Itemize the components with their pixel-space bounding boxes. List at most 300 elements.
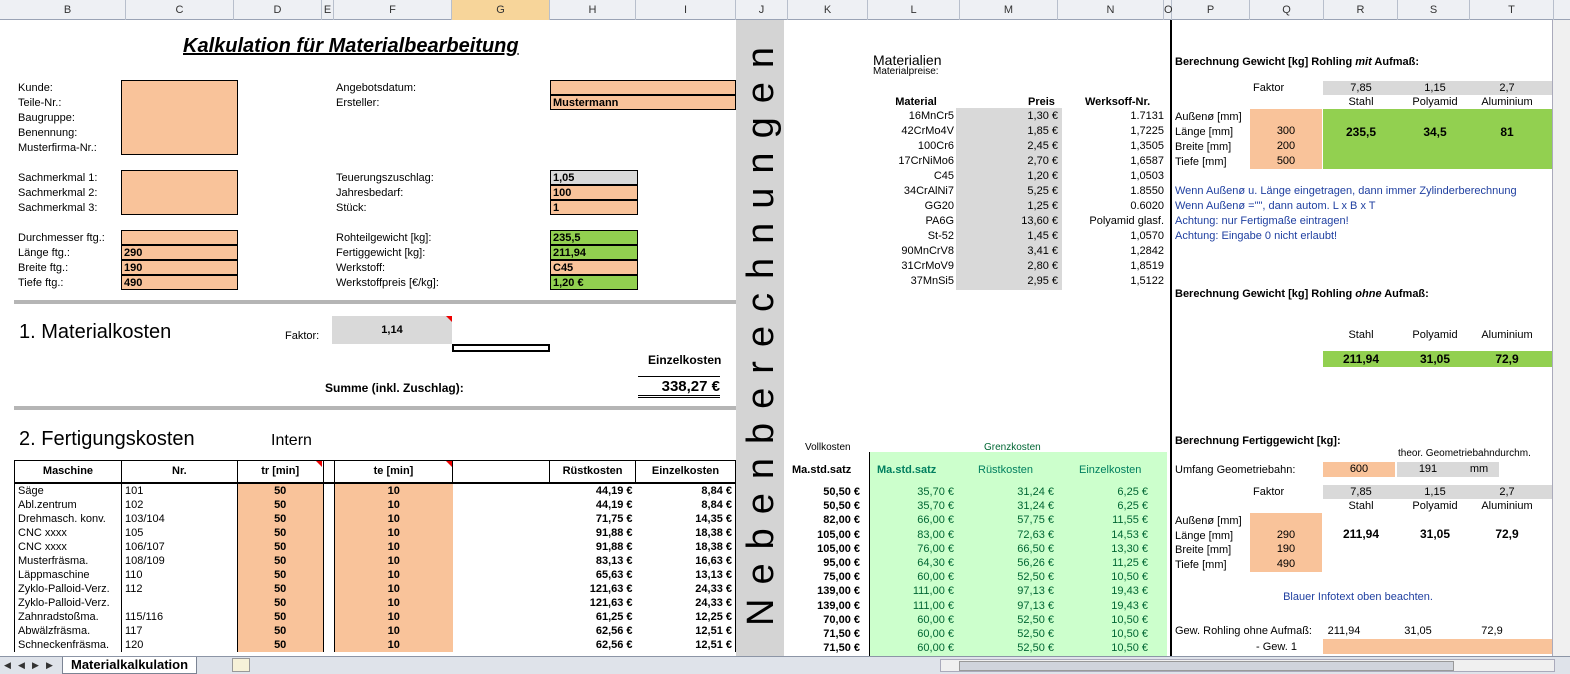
- right-divider: [1170, 20, 1172, 656]
- material-number: Polyamid glasf.: [1089, 215, 1164, 227]
- gew-value: 211,94: [1327, 625, 1361, 637]
- gew1-label: - Gew. 1: [1256, 641, 1297, 653]
- machine-cell-_g: [453, 582, 550, 596]
- machine-cell-tr[interactable]: 50: [237, 498, 323, 512]
- material-number: 1,5122: [1130, 275, 1164, 287]
- materialkosten-heading: 1. Materialkosten: [19, 321, 172, 343]
- machine-cell-te[interactable]: 10: [334, 498, 453, 512]
- grenz-einzel: 6,25 €: [1117, 500, 1148, 513]
- last-sheet-icon[interactable]: ▶: [46, 660, 53, 670]
- material-header: Aluminium: [1481, 329, 1533, 341]
- machine-cell-te[interactable]: 10: [334, 526, 453, 540]
- machine-cell-name: Zyklo-Palloid-Verz.: [15, 596, 122, 610]
- faktor-value: 7,85: [1350, 82, 1372, 94]
- weight-mit-title: Berechnung Gewicht [kg] Rohling mit Aufmaß:: [1175, 56, 1420, 68]
- dimension-label: Länge ftg.:: [18, 247, 70, 259]
- faktor-value: 1,15: [1424, 82, 1446, 94]
- column-header-g[interactable]: G: [452, 0, 550, 20]
- grenzkosten-label: Grenzkosten: [984, 442, 1041, 453]
- machine-cell-rk: 44,19 €: [595, 484, 633, 497]
- material-price[interactable]: 13,60 €: [1021, 215, 1058, 227]
- angebotsdatum-input[interactable]: [550, 80, 736, 95]
- einzelkosten-label: Einzelkosten: [648, 353, 722, 367]
- machine-cell-rk: 91,88 €: [595, 540, 633, 553]
- material-price[interactable]: 1,25 €: [1027, 200, 1058, 212]
- material-price[interactable]: 1,45 €: [1027, 230, 1058, 242]
- machine-cell-rk: 91,88 €: [595, 526, 633, 539]
- column-header-j[interactable]: J: [736, 0, 788, 20]
- material-name: 34CrAlNi7: [903, 185, 954, 197]
- column-header-d[interactable]: D: [234, 0, 322, 20]
- faktor-value: 2,7: [1499, 486, 1515, 498]
- grenz-ruest: 31,24 €: [1017, 486, 1054, 498]
- dimension-input[interactable]: [121, 230, 238, 245]
- weight-label: Werkstoffpreis [€/kg]:: [336, 277, 439, 289]
- weight-label: Werkstoff:: [336, 262, 386, 274]
- dimension-label: Außenø [mm]: [1175, 111, 1242, 123]
- column-header-r[interactable]: R: [1324, 0, 1398, 20]
- weight-value: 1,20 €: [550, 275, 638, 290]
- machine-row: [15, 498, 736, 512]
- dimension-input[interactable]: 500: [1250, 154, 1322, 169]
- machine-cell-te[interactable]: 10: [334, 483, 453, 498]
- machine-cell-name: Zyklo-Palloid-Verz.: [15, 582, 122, 596]
- material-header: Polyamid: [1412, 500, 1458, 512]
- machine-cell-ek: 8,84 €: [636, 483, 736, 498]
- grenz-ruest: 72,63 €: [1017, 528, 1054, 541]
- machine-cell-_: [323, 554, 334, 568]
- dimension-label: Außenø [mm]: [1175, 515, 1242, 527]
- grenz-rate: 111,00 €: [912, 599, 954, 612]
- machine-cell-tr[interactable]: 50: [237, 638, 323, 652]
- comment-marker: [446, 461, 452, 467]
- weight-result: 72,9: [1495, 352, 1519, 366]
- machine-cell-rk: 65,63 €: [595, 568, 633, 581]
- prev-sheet-icon[interactable]: ◀: [18, 660, 25, 670]
- tab-materialkalkulation[interactable]: Materialkalkulation: [62, 657, 197, 674]
- weight-value: 211,94: [550, 245, 638, 260]
- grenz-ruest: 52,50 €: [1017, 571, 1054, 584]
- machine-row: [15, 483, 736, 498]
- dimension-input[interactable]: [1250, 109, 1322, 124]
- dimension-input[interactable]: 490: [121, 275, 238, 290]
- machine-cell-_g: [453, 596, 550, 610]
- grenz-ruest: 52,50 €: [1017, 628, 1054, 640]
- material-name: PA6G: [925, 215, 954, 227]
- machine-cell-tr[interactable]: 50: [237, 596, 323, 610]
- vollkosten-rate: 95,00 €: [823, 557, 860, 569]
- grenz-einzel: 10,50 €: [1111, 571, 1148, 584]
- selected-cell[interactable]: [452, 344, 550, 352]
- column-header-m[interactable]: M: [960, 0, 1058, 20]
- umfang-label: Umfang Geometriebahn:: [1175, 464, 1296, 476]
- machine-cell-tr[interactable]: 50: [237, 582, 323, 596]
- dimension-input[interactable]: 290: [1250, 528, 1322, 543]
- horizontal-scroll-thumb[interactable]: [959, 661, 1454, 671]
- col-te: te [min]: [334, 461, 453, 483]
- material-price[interactable]: 2,80 €: [1027, 260, 1058, 272]
- machine-cell-nr: 117: [121, 624, 237, 638]
- gew-rohling-label: Gew. Rohling ohne Aufmaß:: [1175, 625, 1312, 637]
- weight-result: 235,5: [1345, 125, 1377, 139]
- summe-label: Summe (inkl. Zuschlag):: [325, 381, 464, 395]
- dimension-input[interactable]: 190: [1250, 542, 1322, 557]
- param-label: Teuerungszuschlag:: [336, 172, 434, 184]
- machine-cell-_: [323, 498, 334, 512]
- machine-cell-_: [323, 596, 334, 610]
- machine-cell-te[interactable]: 10: [334, 624, 453, 638]
- machine-cell-tr[interactable]: 50: [237, 554, 323, 568]
- fertiggewicht-title: Berechnung Fertiggewicht [kg]:: [1175, 435, 1341, 447]
- fertigungskosten-heading: 2. Fertigungskosten: [19, 428, 195, 450]
- machine-cell-ek: 18,38 €: [636, 540, 736, 554]
- grenz-rate: 60,00 €: [917, 628, 954, 640]
- machine-cell-name: Abl.zentrum: [15, 498, 122, 512]
- unit-label: mm: [1459, 462, 1499, 477]
- angebotsdatum-label: Angebotsdatum:: [336, 82, 417, 94]
- grenz-rate: 66,00 €: [917, 514, 954, 527]
- grenz-rate: 60,00 €: [917, 571, 954, 584]
- faktor-label: Faktor: [1253, 486, 1285, 498]
- weight-result: 34,5: [1423, 125, 1447, 139]
- machine-cell-name: Drehmasch. konv.: [15, 512, 122, 526]
- weight-result: 81: [1500, 125, 1514, 139]
- vollkosten-rate: 105,00 €: [817, 528, 860, 541]
- grenz-einzel: 13,30 €: [1111, 542, 1148, 555]
- grenz-ruest: 56,26 €: [1017, 557, 1054, 569]
- vollkosten-rate: 139,00 €: [817, 599, 860, 612]
- material-name: St-52: [927, 230, 954, 242]
- column-header-i[interactable]: I: [636, 0, 736, 20]
- machine-cell-_g: [453, 568, 550, 582]
- machine-cell-ek: 12,51 €: [636, 624, 736, 638]
- machine-cell-te[interactable]: 10: [334, 610, 453, 624]
- grenz-rate: 64,30 €: [917, 557, 954, 569]
- machine-cell-te[interactable]: 10: [334, 596, 453, 610]
- weight-result: 211,94: [1342, 352, 1380, 366]
- grenz-ruest: 97,13 €: [1017, 585, 1054, 598]
- machine-cell-nr: 112: [121, 582, 237, 596]
- dimension-input[interactable]: 300: [1250, 124, 1322, 139]
- column-header-q[interactable]: Q: [1250, 0, 1324, 20]
- vollkosten-rate: 75,00 €: [823, 571, 860, 584]
- machine-cell-_: [323, 568, 334, 582]
- machine-cell-te[interactable]: 10: [334, 540, 453, 554]
- grenz-ruest: 31,24 €: [1017, 500, 1054, 513]
- grenz-rate: 35,70 €: [917, 486, 954, 498]
- material-header: Stahl: [1348, 500, 1374, 512]
- column-header-bar: [0, 0, 1570, 20]
- machine-row: [15, 554, 736, 568]
- machine-cell-tr[interactable]: 50: [237, 568, 323, 582]
- machine-row: [15, 624, 736, 638]
- machine-cell-ek: 12,25 €: [636, 610, 736, 624]
- dimension-input[interactable]: [1250, 513, 1322, 528]
- grenz-einzel: 19,43 €: [1111, 585, 1148, 598]
- theor-label: theor. Geometriebahndurchm.: [1398, 448, 1531, 459]
- vollkosten-rate: 70,00 €: [823, 613, 860, 626]
- faktor-value: 7,85: [1350, 486, 1372, 498]
- machine-cell-te[interactable]: 10: [334, 568, 453, 582]
- vollkosten-rate: 71,50 €: [823, 628, 860, 640]
- material-price[interactable]: 1,30 €: [1027, 110, 1058, 122]
- machine-cell-te[interactable]: 10: [334, 638, 453, 652]
- info-text: Blauer Infotext oben beachten.: [1283, 591, 1433, 603]
- machine-cell-tr[interactable]: 50: [237, 512, 323, 526]
- machine-cell-rk: 62,56 €: [595, 638, 633, 651]
- weight-value[interactable]: C45: [550, 260, 638, 275]
- weight-result: 31,05: [1419, 527, 1451, 541]
- machine-cell-name: Säge: [15, 483, 122, 498]
- material-price[interactable]: 1,20 €: [1027, 170, 1058, 182]
- col-nr: Nr.: [121, 461, 237, 483]
- gk-einzel-header: Einzelkosten: [1079, 464, 1142, 476]
- machine-row: [15, 610, 736, 624]
- machine-cell-nr: 106/107: [121, 540, 237, 554]
- customer-field-label: Baugruppe:: [18, 112, 75, 124]
- column-header-s[interactable]: S: [1398, 0, 1470, 20]
- column-header-k[interactable]: K: [788, 0, 868, 20]
- machine-cell-name: Schneckenfräsma.: [15, 638, 122, 652]
- materialien-title: Materialien: [873, 52, 942, 68]
- machine-row: [15, 582, 736, 596]
- machine-cell-rk: 44,19 €: [595, 498, 633, 511]
- column-header-h[interactable]: H: [550, 0, 636, 20]
- machine-cell-rk: 71,75 €: [595, 512, 633, 525]
- dimension-input[interactable]: 200: [1250, 139, 1322, 154]
- material-header: Polyamid: [1412, 96, 1458, 108]
- column-header-e[interactable]: E: [322, 0, 334, 20]
- customer-field-label: Kunde:: [18, 82, 53, 94]
- worksheet[interactable]: [8, 20, 1560, 656]
- param-input[interactable]: 1,05: [550, 170, 638, 185]
- grenz-einzel: 10,50 €: [1111, 613, 1148, 626]
- material-header: Stahl: [1348, 96, 1374, 108]
- machine-cell-tr[interactable]: 50: [237, 483, 323, 498]
- material-number: 1,0503: [1130, 170, 1164, 182]
- machine-cell-rk: 62,56 €: [595, 624, 633, 637]
- vk-header: Ma.std.satz: [792, 464, 852, 476]
- column-header-n[interactable]: N: [1058, 0, 1164, 20]
- info-note: Wenn Außenø u. Länge eingetragen, dann immer Zylinderberechnung: [1175, 185, 1517, 197]
- ersteller-label: Ersteller:: [336, 97, 380, 109]
- weight-result: 72,9: [1495, 527, 1519, 541]
- machine-cell-name: Zahnradstoßma.: [15, 610, 122, 624]
- section-separator: [14, 300, 736, 304]
- dimension-label: Tiefe ftg.:: [18, 277, 64, 289]
- machine-cell-nr: 110: [121, 568, 237, 582]
- gk-ruest-header: Rüstkosten: [978, 464, 1034, 476]
- material-price[interactable]: 2,95 €: [1027, 275, 1058, 287]
- result-area: [1323, 109, 1556, 169]
- grenz-einzel: 10,50 €: [1111, 628, 1148, 640]
- machine-cell-_: [323, 483, 334, 498]
- material-price[interactable]: 2,70 €: [1027, 155, 1058, 167]
- machine-row: [15, 638, 736, 652]
- param-input[interactable]: 100: [550, 185, 638, 200]
- sheet-title: Kalkulation für Materialbearbeitung: [183, 35, 519, 57]
- machine-cell-_g: [453, 554, 550, 568]
- column-header-c[interactable]: C: [126, 0, 234, 20]
- column-header-f[interactable]: F: [334, 0, 452, 20]
- machine-row: [15, 512, 736, 526]
- weight-label: Rohteilgewicht [kg]:: [336, 232, 432, 244]
- machine-cell-_: [323, 512, 334, 526]
- customer-input-box[interactable]: [121, 80, 238, 155]
- umfang-input[interactable]: 600: [1323, 462, 1395, 477]
- column-header-b[interactable]: B: [10, 0, 126, 20]
- machine-cell-_g: [453, 498, 550, 512]
- faktor-value: 2,7: [1499, 82, 1515, 94]
- grenz-rate: 111,00 €: [912, 585, 954, 598]
- intern-label: Intern: [271, 432, 312, 449]
- grenz-einzel: 11,55 €: [1112, 514, 1148, 527]
- vollkosten-rate: 50,50 €: [823, 486, 860, 498]
- material-price[interactable]: 3,41 €: [1027, 245, 1058, 257]
- machine-cell-nr: 101: [121, 483, 237, 498]
- machine-cell-_g: [453, 540, 550, 554]
- sheet-tab-bar: [0, 656, 1570, 674]
- machine-cell-ek: 24,33 €: [636, 596, 736, 610]
- grenz-rate: 83,00 €: [917, 528, 954, 541]
- machine-cell-_g: [453, 638, 550, 652]
- material-number: 1,2842: [1130, 245, 1164, 257]
- material-name: 17CrNiMo6: [898, 155, 954, 167]
- dimension-label: Länge [mm]: [1175, 529, 1234, 542]
- faktor-label: Faktor:: [285, 330, 320, 342]
- grenz-einzel: 19,43 €: [1111, 599, 1148, 612]
- machine-cell-rk: 61,25 €: [595, 610, 633, 623]
- vollkosten-rate: 105,00 €: [817, 542, 860, 555]
- machine-cell-_: [323, 624, 334, 638]
- gew-value: 31,05: [1404, 625, 1432, 637]
- machine-cell-tr[interactable]: 50: [237, 624, 323, 638]
- horizontal-scrollbar[interactable]: [940, 659, 1555, 672]
- sachmerkmal-label: Sachmerkmal 2:: [18, 187, 98, 199]
- grenz-rate: 76,00 €: [917, 542, 954, 555]
- grenz-ruest: 57,75 €: [1017, 514, 1054, 527]
- machine-cell-rk: 121,63 €: [589, 596, 633, 609]
- material-header: Stahl: [1348, 329, 1374, 341]
- first-sheet-icon[interactable]: ◀: [4, 660, 11, 670]
- col-einzelkosten: Einzelkosten: [636, 461, 736, 483]
- material-col-header: Material: [895, 96, 937, 108]
- machine-cell-nr: 102: [121, 498, 237, 512]
- machine-cell-te[interactable]: 10: [334, 554, 453, 568]
- material-price[interactable]: 5,25 €: [1027, 185, 1058, 197]
- machine-cell-nr: [121, 596, 237, 610]
- new-sheet-icon[interactable]: [232, 658, 250, 672]
- machine-cell-nr: 120: [121, 638, 237, 652]
- material-header: Aluminium: [1481, 500, 1533, 512]
- grenz-einzel: 10,50 €: [1111, 642, 1148, 655]
- gew-value: 72,9: [1481, 625, 1503, 637]
- dimension-input[interactable]: 490: [1250, 557, 1322, 572]
- faktor-value[interactable]: 1,14: [332, 316, 452, 344]
- machine-cell-tr[interactable]: 50: [237, 540, 323, 554]
- col-maschine: Maschine: [15, 461, 122, 483]
- sachmerkmal-input-box[interactable]: [121, 170, 238, 215]
- machine-cell-_g: [453, 610, 550, 624]
- material-number: 1.7131: [1130, 110, 1164, 122]
- info-note: Achtung: Eingabe 0 nicht erlaubt!: [1175, 230, 1338, 242]
- material-number: 0.6020: [1130, 200, 1164, 212]
- material-name: 42CrMo4V: [901, 125, 954, 137]
- vollkosten-label: Vollkosten: [805, 442, 851, 453]
- weight-ohne-title: Berechnung Gewicht [kg] Rohling ohne Aufmaß:: [1175, 288, 1429, 300]
- column-header-l[interactable]: L: [868, 0, 960, 20]
- machine-cell-ek: 13,13 €: [636, 568, 736, 582]
- machine-cell-ek: 24,33 €: [636, 582, 736, 596]
- comment-marker: [446, 316, 452, 322]
- machine-cell-ek: 16,63 €: [636, 554, 736, 568]
- machine-table: [14, 460, 736, 652]
- faktor-value: 1,15: [1424, 486, 1446, 498]
- column-header-o[interactable]: O: [1164, 0, 1172, 20]
- material-price[interactable]: 1,85 €: [1027, 125, 1058, 137]
- material-number: 1,7225: [1130, 125, 1164, 137]
- vertical-scrollbar[interactable]: [1552, 20, 1570, 656]
- machine-cell-tr[interactable]: 50: [237, 610, 323, 624]
- param-input[interactable]: 1: [550, 200, 638, 215]
- grenz-ruest: 52,50 €: [1017, 642, 1054, 655]
- sachmerkmal-label: Sachmerkmal 1:: [18, 172, 98, 184]
- faktor-label: Faktor: [1253, 82, 1285, 94]
- column-header-p[interactable]: P: [1172, 0, 1250, 20]
- machine-cell-name: Läppmaschine: [15, 568, 122, 582]
- machine-cell-ek: 8,84 €: [636, 498, 736, 512]
- machine-cell-tr[interactable]: 50: [237, 526, 323, 540]
- dimension-input[interactable]: 290: [121, 245, 238, 260]
- material-number: 1,3505: [1130, 140, 1164, 152]
- dimension-label: Breite ftg.:: [18, 262, 69, 274]
- machine-cell-rk: 121,63 €: [589, 582, 633, 595]
- machine-cell-name: Musterfräsma.: [15, 554, 122, 568]
- next-sheet-icon[interactable]: ▶: [32, 660, 39, 670]
- machine-cell-nr: 103/104: [121, 512, 237, 526]
- machine-cell-_: [323, 582, 334, 596]
- vollkosten-rate: 82,00 €: [823, 514, 860, 527]
- gew1-input[interactable]: [1323, 639, 1556, 654]
- machine-cell-te[interactable]: 10: [334, 582, 453, 596]
- material-header: Aluminium: [1481, 96, 1533, 108]
- material-number: 1,0570: [1130, 230, 1164, 242]
- material-price[interactable]: 2,45 €: [1027, 140, 1058, 152]
- machine-cell-_g: [453, 526, 550, 540]
- comment-marker: [316, 461, 322, 467]
- grenz-rate: 35,70 €: [917, 500, 954, 513]
- durchm-value: 191: [1397, 462, 1459, 477]
- customer-field-label: Teile-Nr.:: [18, 97, 62, 109]
- grenz-ruest: 66,50 €: [1017, 542, 1054, 555]
- gk-header: Ma.std.satz: [877, 464, 937, 476]
- machine-cell-_g: [453, 624, 550, 638]
- customer-field-label: Musterfirma-Nr.:: [18, 142, 97, 154]
- param-label: Stück:: [336, 202, 367, 214]
- column-header-t[interactable]: T: [1470, 0, 1554, 20]
- ersteller-input[interactable]: Mustermann: [550, 95, 736, 110]
- machine-row: [15, 526, 736, 540]
- sachmerkmal-label: Sachmerkmal 3:: [18, 202, 98, 214]
- material-number: 1,6587: [1130, 155, 1164, 167]
- dimension-input[interactable]: 190: [121, 260, 238, 275]
- machine-cell-te[interactable]: 10: [334, 512, 453, 526]
- machine-row: [15, 540, 736, 554]
- col-ruestkosten: Rüstkosten: [550, 461, 636, 483]
- dimension-label: Tiefe [mm]: [1175, 558, 1227, 571]
- machine-cell-name: Abwälzfräsma.: [15, 624, 122, 638]
- material-name: 37MnSi5: [910, 275, 954, 287]
